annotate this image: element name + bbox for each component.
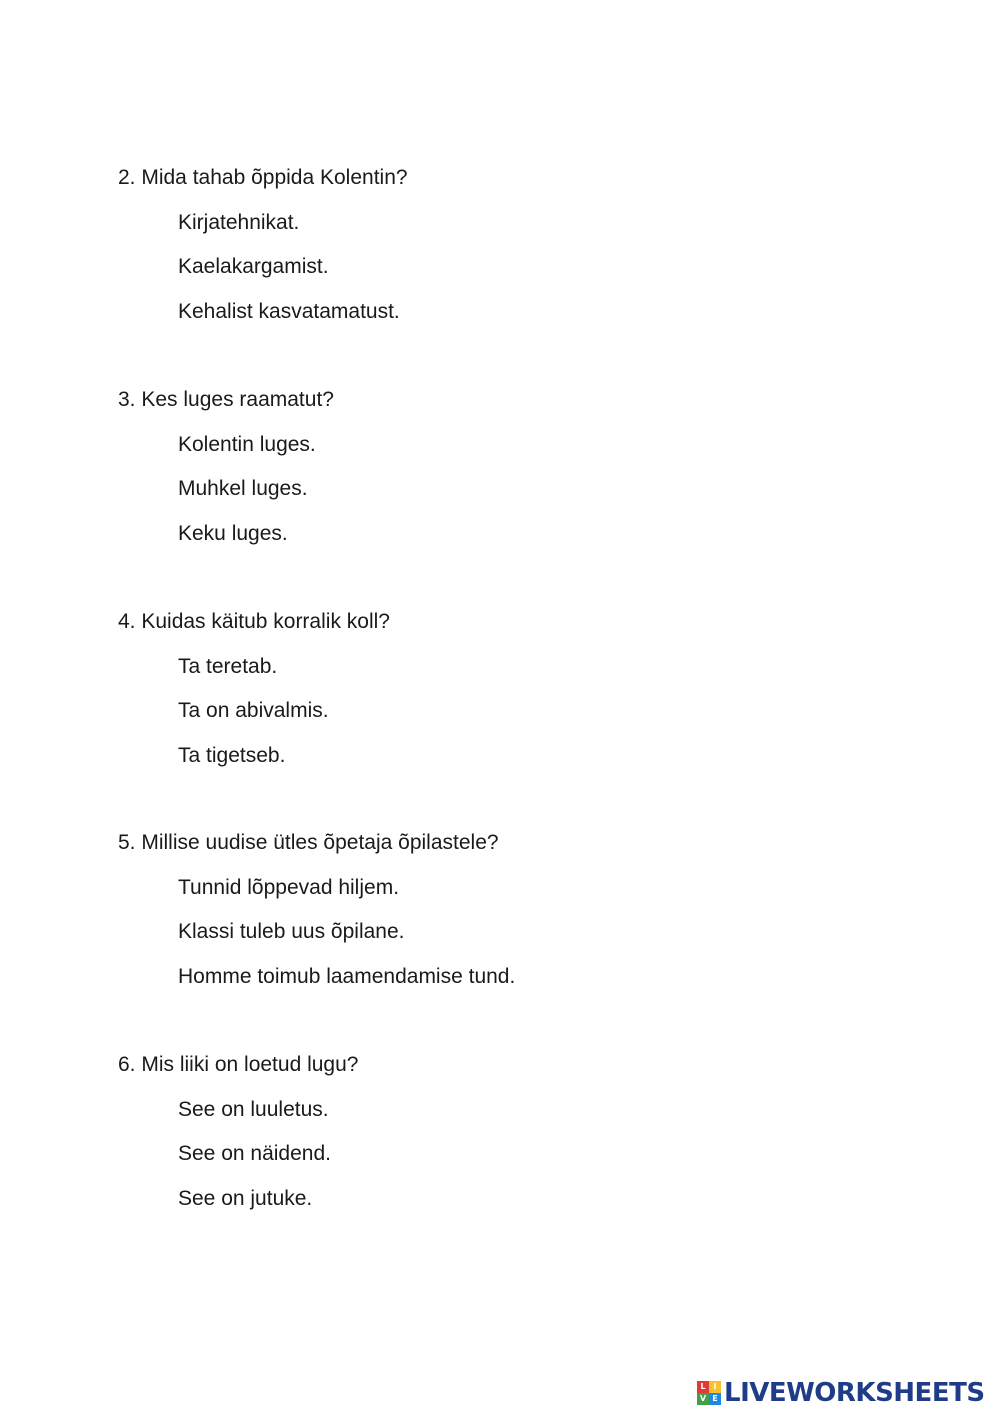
answer-option[interactable]: See on näidend. <box>178 1142 331 1165</box>
answer-options <box>118 654 878 769</box>
question-4 <box>118 609 878 769</box>
question-6 <box>118 1052 878 1212</box>
brand-logo-text: LIVEWORKSHEETS <box>724 1378 985 1408</box>
question-5 <box>118 830 878 990</box>
answer-option[interactable]: See on luuletus. <box>178 1097 329 1121</box>
answer-option[interactable]: Tunnid lõppevad hiljem. <box>178 875 400 899</box>
question-text: 4. Kuidas käitub korralik koll? <box>118 610 390 633</box>
answer-options <box>118 432 878 547</box>
liveworksheets-branding <box>697 1378 985 1408</box>
question-text: 6. Mis liiki on loetud lugu? <box>118 1053 359 1076</box>
logo-square-yellow: I <box>709 1381 721 1393</box>
answer-option[interactable]: Kolentin luges. <box>178 432 316 456</box>
question-3 <box>118 387 878 547</box>
logo-square-blue: E <box>709 1393 721 1405</box>
answer-option[interactable]: Kehalist kasvatamatust. <box>178 299 400 323</box>
liveworksheets-logo-icon <box>697 1381 721 1405</box>
answer-option[interactable]: Ta tigetseb. <box>178 743 286 767</box>
question-2 <box>118 165 878 325</box>
answer-option[interactable]: Kaelakargamist. <box>178 255 329 278</box>
answer-options <box>118 210 878 325</box>
answer-option[interactable]: Ta teretab. <box>178 654 278 678</box>
answer-option[interactable]: Keku luges. <box>178 521 288 545</box>
answer-options <box>118 875 878 990</box>
logo-square-red: L <box>697 1381 709 1393</box>
answer-option[interactable]: Homme toimub laamendamise tund. <box>178 964 516 988</box>
answer-option[interactable]: Muhkel luges. <box>178 477 308 500</box>
answer-option[interactable]: Klassi tuleb uus õpilane. <box>178 920 405 943</box>
logo-square-green: V <box>697 1393 709 1405</box>
answer-options <box>118 1097 878 1212</box>
answer-option[interactable]: See on jutuke. <box>178 1186 313 1210</box>
answer-option[interactable]: Kirjatehnikat. <box>178 210 300 234</box>
question-text: 2. Mida tahab õppida Kolentin? <box>118 166 408 189</box>
answer-option[interactable]: Ta on abivalmis. <box>178 699 329 722</box>
question-text: 5. Millise uudise ütles õpetaja õpilastele? <box>118 831 499 854</box>
question-text: 3. Kes luges raamatut? <box>118 388 334 411</box>
